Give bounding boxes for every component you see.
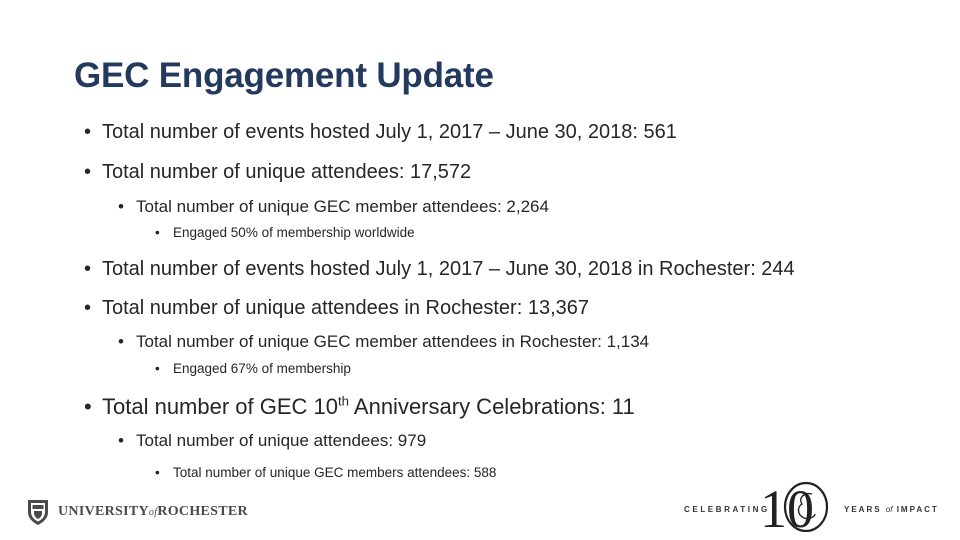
bullet-dot: • [155, 465, 160, 480]
university-wordmark: UNIVERSITYofROCHESTER [58, 504, 248, 519]
anniversary-logo [684, 480, 939, 532]
sub-sub-bullet-item [155, 225, 415, 240]
sub-bullet-item [118, 431, 426, 451]
sub-sub-bullet-item [155, 465, 496, 480]
slide-title: GEC Engagement Update [74, 56, 494, 95]
superscript: th [338, 393, 350, 409]
bullet-text: Total number of unique attendees: 17,572 [102, 161, 472, 183]
bullet-text: Total number of unique GEC members attendees: 588 [173, 465, 497, 480]
bullet-item [84, 258, 795, 281]
bullet-text: Total number of events hosted July 1, 2017 – June 30, 2018 in Rochester: 244 [102, 258, 795, 280]
bullet-dot: • [155, 361, 160, 376]
bullet-dot: • [84, 297, 92, 319]
bullet-item [84, 394, 635, 420]
bullet-item [84, 121, 677, 144]
bullet-dot: • [84, 161, 92, 183]
years-of-impact-text: YEARS of IMPACT [844, 505, 939, 514]
bullet-dot: • [155, 225, 160, 240]
bullet-item [84, 297, 589, 320]
bullet-text: Total number of unique GEC member attendees in Rochester: 1,134 [136, 332, 650, 351]
bullet-dot: • [84, 258, 92, 280]
bullet-item [84, 161, 471, 184]
sub-bullet-item [118, 332, 649, 352]
celebrating-text: CELEBRATING [684, 505, 770, 514]
bullet-text: Total number of events hosted July 1, 2017 – June 30, 2018: 561 [102, 121, 677, 143]
bullet-text: Total number of unique GEC member attendees: 2,264 [136, 197, 549, 216]
bullet-dot: • [118, 332, 124, 351]
ten-numeral-logo [760, 480, 840, 532]
bullet-dot: • [84, 394, 92, 419]
sub-sub-bullet-item [155, 361, 351, 376]
bullet-text: Total number of unique attendees in Rochester: 13,367 [102, 297, 589, 319]
sub-bullet-item [118, 197, 549, 217]
shield-icon [26, 498, 50, 526]
numeral-one: 10 [760, 480, 814, 532]
bullet-text: Engaged 67% of membership [173, 361, 351, 376]
bullet-text: Total number of GEC 10th Anniversary Celebrations: 11 [102, 393, 635, 419]
bullet-dot: • [118, 197, 124, 216]
university-logo [26, 497, 248, 527]
bullet-text: Engaged 50% of membership worldwide [173, 225, 415, 240]
bullet-text: Total number of unique attendees: 979 [136, 431, 427, 450]
bullet-dot: • [118, 431, 124, 450]
bullet-dot: • [84, 121, 92, 143]
